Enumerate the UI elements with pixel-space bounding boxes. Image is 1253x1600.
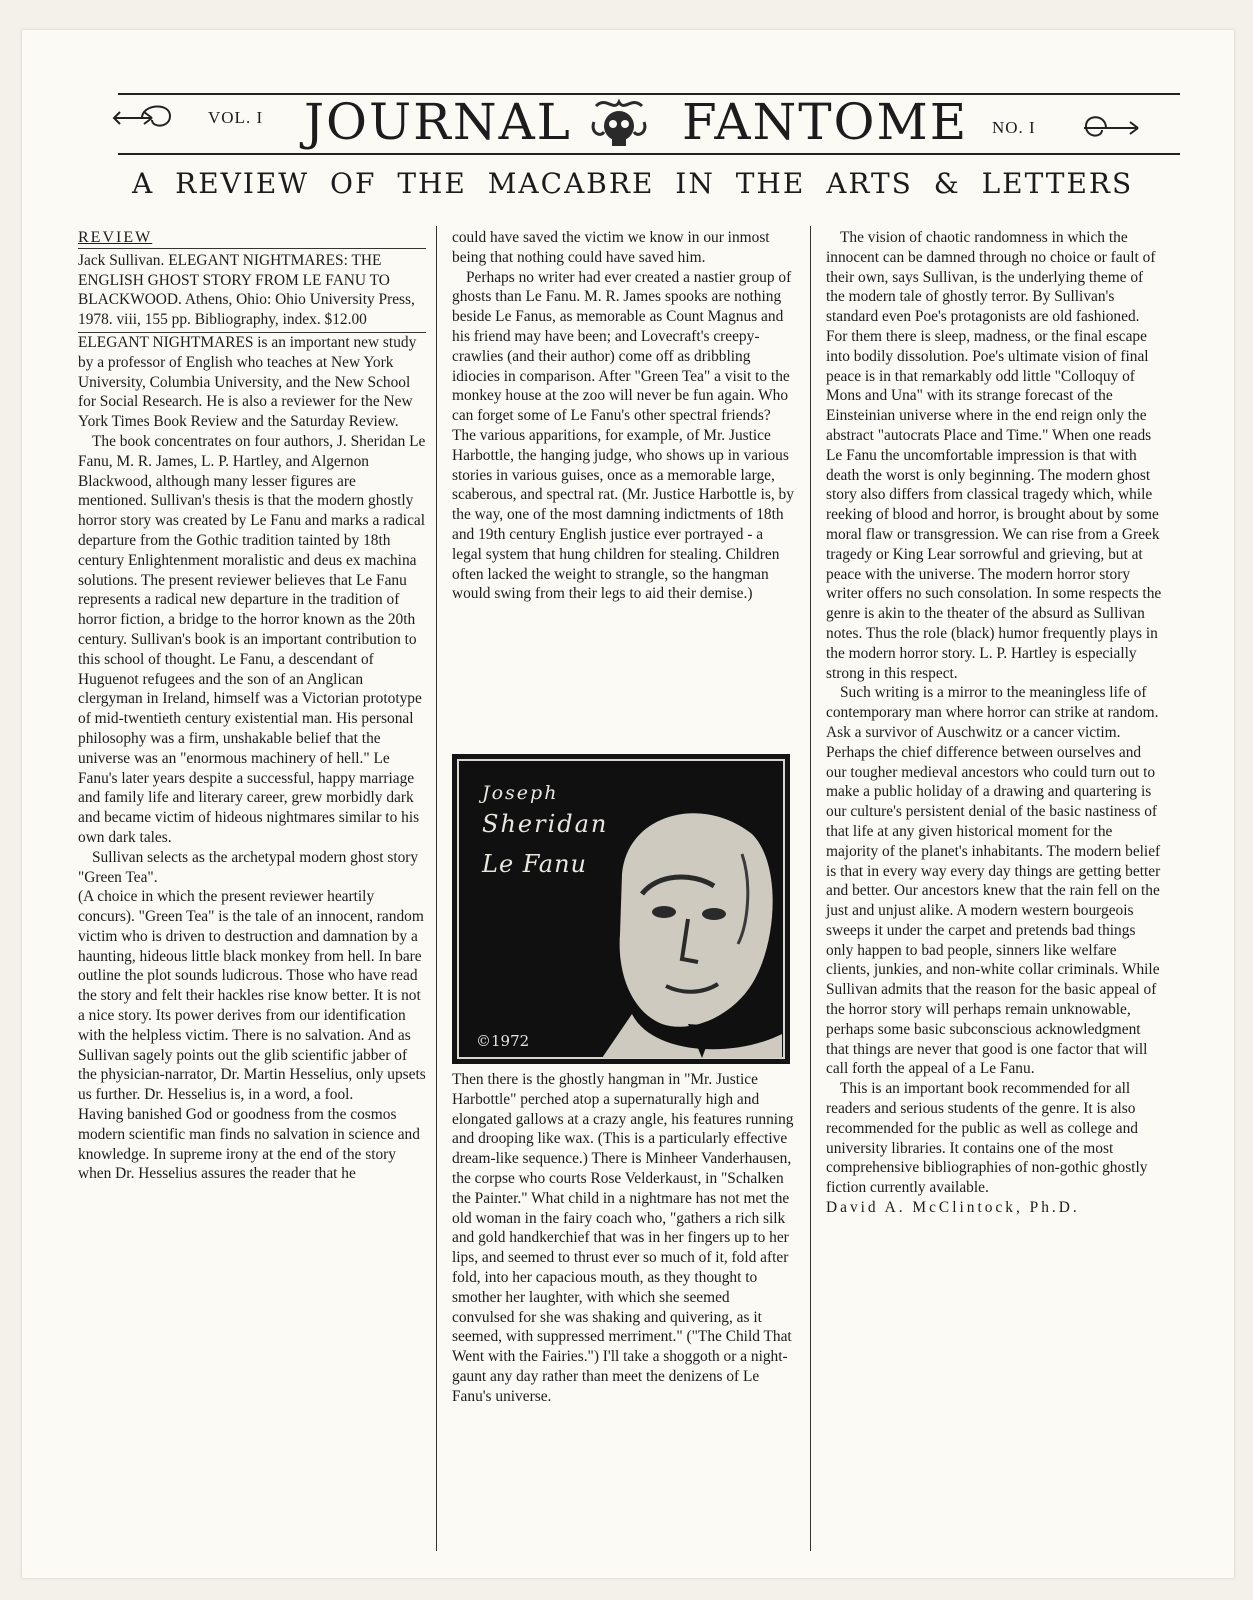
author-signature: David A. McClintock, Ph.D.: [826, 1199, 1080, 1217]
issue-number-label: NO. I: [992, 118, 1036, 137]
col2-paragraph: could have saved the victim we know in our inmost being that nothing could have saved him.: [452, 229, 770, 266]
title-fantome: FANTOME: [682, 93, 969, 151]
title-journal: JOURNAL: [304, 93, 572, 151]
column-divider-1: [436, 226, 437, 1551]
masthead-subtitle: A REVIEW OF THE MACABRE IN THE ARTS & LETTERS: [132, 167, 1134, 200]
volume-label: VOL. I: [208, 108, 264, 127]
portrait-caption-first: Joseph: [482, 782, 559, 804]
review-heading: REVIEW: [78, 229, 153, 246]
col3-paragraph: Such writing is a mirror to the meaningless life of contemporary man where horror can strike at random. Ask a survivor of Auschwitz or a cancer victim. Perhaps the chief difference between ourselves and our tougher medieval ancestors who could turn out to make a public holiday of a drawing and quartering is our culture's persistent denial of the basic nastiness of that life at any given historical moment for the majority of the planet's inhabitants. The modern belief is that in every way every day things are getting better and better. Our ancestors knew that the rain fell on the just and unjust alike. A modern western bourgeois sweeps it under the carpet and pretends bad things only happen to bad people, sinners like welfare clients, junkies, and non-white collar criminals. While Sullivan admits that the reason for the basic appeal of the horror story will perhaps remain unknowable, perhaps some basic subconscious acknowledgment that things are never that good is one factor that will call forth the appeal of a Le Fanu.: [826, 684, 1161, 1078]
le-fanu-portrait-woodcut: [452, 754, 790, 1064]
col2-paragraph: Then there is the ghostly hangman in "Mr. Justice Harbottle" perched atop a supernaturally high and elongated gallows at a crazy angle, his features running and drooping like wax. (This is a particularly effective dream-like sequence.) There is Minheer Vanderhausen, the corpse who courts Rose Velderkaust, in "Schalken the Painter." What child in a nightmare has not met the old woman in the fairy coach who, "gathers a rich silk and gold handkerchief that was in her fingers up to her lips, and seemed to thrust ever so much of it, fold after fold, into her capacious mouth, as they thought to smother her laughter, with which she seemed convulsed for she was shaking and quivering, as it seemed, with suppressed merriment." ("The Child That Went with the Fairies.") I'll take a shoggoth or a night-gaunt any day rather than meet the denizens of Le Fanu's universe.: [452, 1071, 794, 1405]
col1-paragraph: The book concentrates on four authors, J. Sheridan Le Fanu, M. R. James, L. P. Hartley, and Algernon Blackwood, although many lesser figures are mentioned. Sullivan's thesis is that the modern ghostly horror story was created by Le Fanu and marks a radical departure from the Gothic tradition tainted by 18th century Enlightenment moralistic and deus ex machina solutions. The present reviewer believes that Le Fanu represents a radical new departure in the tradition of horror fiction, a bridge to the horror known as the 20th century. Sullivan's book is an important contribution to this school of thought. Le Fanu, a descendant of Huguenot refugees and the son of an Anglican clergyman in Ireland, himself was a Victorian prototype of mid-twentieth century existential man. His personal philosophy was a firm, unshakable belief that the universe was an "enormous machinery of hell." Le Fanu's later years despite a successful, happy marriage and family life and literary career, grew morbidly dark and became victim of hideous nightmares similar to his own dark tales.: [78, 432, 426, 846]
arrow-scroll-ornament-left: [112, 96, 182, 136]
col3-paragraph: This is an important book recommended for all readers and serious students of the genre. It is also recommended for the public as well as college and university libraries. It contains one of the most comprehensive bibliographies of non-gothic ghostly fiction currently available.: [826, 1080, 1148, 1197]
col2-paragraph: Perhaps no writer had ever created a nastier group of ghosts than Le Fanu. M. R. James spooks are nothing beside Le Fanus, as memorable as Count Magnus and his friend may have been; and Lovecraft's creepy-crawlies (and their author) come off as dribbling idiocies in comparison. After "Green Tea" a visit to the monkey house at the zoo will never be fun again. Who can forget some of Le Fanu's other spectral friends? The various apparitions, for example, of Mr. Justice Harbottle, the hanging judge, who shows up in various stories in various guises, once as a memorable large, scaberous, and spectral rat. (Mr. Justice Harbottle is, by the way, one of the most damning indictments of 18th and 19th century English justice ever portrayed - a legal system that hung children for stealing. Children often lacked the weight to strangle, so the hangman would swing from their legs to aid their demise.): [452, 268, 794, 603]
column-2: [452, 228, 794, 604]
col1-paragraph: (A choice in which the present reviewer heartily concurs). "Green Tea" is the tale of an innocent, random victim who is driven to destruction and damnation by a haunting, hideous little black monkey from hell. In bare outline the plot sounds ludicrous. Those who have read the story and felt their hackles rise know better. It is not a nice story. Its power derives from our identification with the helpless victim. There is no salvation. And as Sullivan sagely points out the glib scientific jabber of the physician-narrator, Dr. Martin Hesselius, only upsets us further. Dr. Hesselius is, in a word, a fool.: [78, 888, 426, 1104]
column-2-continued: [452, 1070, 794, 1407]
col1-paragraph: ELEGANT NIGHTMARES is an important new study by a professor of English who teaches at New York University, Columbia University, and the New School for Social Research. He is also a reviewer for the New York Times Book Review and the Saturday Review.: [78, 333, 417, 431]
skull-ornament-icon: [588, 92, 650, 158]
col1-paragraph: Sullivan selects as the archetypal modern ghost story "Green Tea".: [78, 848, 419, 886]
column-1: [78, 228, 426, 1184]
portrait-caption-middle: Sheridan: [482, 810, 609, 838]
col3-paragraph: The vision of chaotic randomness in which the innocent can be damned through no choice or fault of their own, says Sullivan, is the underlying theme of the modern tale of ghostly terror. By Sullivan's standard even Poe's protagonists are old fashioned. For them there is sleep, madness, or the final escape into bodily dissolution. Poe's ultimate vision of final peace is in that remarkably odd little "Colloquy of Mons and Una" with its strange forecast of the Einsteinian universe where in the end reign only the abstract "autocrats Place and Time." When one reads Le Fanu the uncomfortable impression is that with death the worst is only beginning. The modern ghost story also differs from classical tragedy which, while reeking of blood and horror, is brought about by some moral flaw or transgression. We can rise from a Greek tragedy or King Lear sorrowful and grieving, but at peace with the universe. The modern horror story writer offers no such consolation. In some respects the genre is akin to the theater of the absurd as Sullivan notes. Thus the role (black) humor frequently plays in the modern horror story. L. P. Hartley is especially strong in this respect.: [826, 229, 1162, 682]
book-citation: Jack Sullivan. ELEGANT NIGHTMARES: THE ENGLISH GHOST STORY FROM LE FANU TO BLACKWOOD. Athens, Ohio: Ohio University Press, 1978. viii, 155 pp. Bibliography, index. $12.00: [78, 248, 426, 333]
column-divider-2: [810, 226, 811, 1551]
arrow-scroll-ornament-right: [1080, 108, 1140, 148]
portrait-caption-last: Le Fanu: [482, 850, 588, 878]
col1-paragraph: Having banished God or goodness from the cosmos modern scientific man finds no salvation in science and knowledge. In supreme irony at the end of the story when Dr. Hesselius assures the reader that he: [78, 1106, 420, 1183]
portrait-copyright: ©1972: [476, 1032, 530, 1050]
column-3: [826, 228, 1164, 1218]
